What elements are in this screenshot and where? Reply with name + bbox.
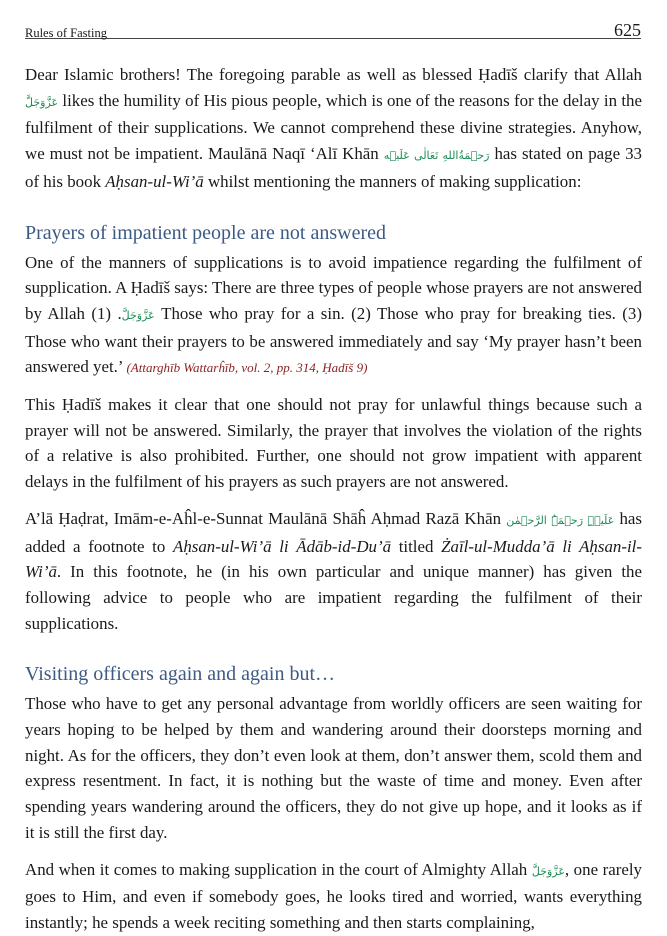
hadith-reference: (Attarghīb Wattarĥīb, vol. 2, pp. 314, Ḥadīš 9) (126, 360, 368, 376)
paragraph-explanation: This Ḥadīš makes it clear that one should not pray for unlawful things because such a prayer will not be answered. Similarly, the prayer that involves the violation of the rights of a relative is also prohibited. Further, one should not grow impatient with apparent delays in the fulfilment of his prayers as such prayers are not answered. (25, 395, 642, 492)
book-title: Aḥsan-ul-Wi’ā li Ādāb-id-Du’ā (173, 536, 392, 556)
page-number: 625 (614, 20, 641, 40)
arabic-honorific: عَزَّوَجَلَّ (121, 308, 155, 322)
arabic-honorific: عَزَّوَجَلَّ (25, 95, 59, 109)
arabic-honorific: عَزَّوَجَلَّ (531, 864, 565, 878)
book-title: Aḥsan-ul-Wi’ā (105, 171, 204, 191)
running-header (25, 14, 641, 39)
paragraph-intro: Dear Islamic brothers! The foregoing parable as well as blessed Ḥadīš clarify that Allah عَزَّوَجَلَّ likes the humility of His pious people, which is one of the reasons for the delay in the fulfilment of their supplications. We cannot comprehend these divine strategies. Anyhow, we must not be impatient. Maulānā Naqī ‘Alī Khān رَحۡمَةُاللهِ تَعَالٰی عَلَیۡه has stated on page 33 of his book Aḥsan-ul-Wi’ā whilst mentioning the manners of making supplication: (25, 65, 642, 191)
arabic-honorific: عَلَیۡہِ رَحۡمَۃُ الرَّحۡمٰن (506, 513, 615, 527)
running-title: Rules of Fasting (25, 26, 107, 40)
paragraph-officers: Those who have to get any personal advantage from worldly officers are seen waiting for years hoping to be helped by them and wandering around their doorsteps morning and night. As for the officers, they don’t even look at them, don’t answer them, scold them and express resentment. In fact, it is nothing but the waste of time and money. Even after spending years wandering around the officers, they do not give up hope, and it looks as if it is still the first day. (25, 694, 642, 842)
paragraph-court: And when it comes to making supplication in the court of Almighty Allah عَزَّوَجَلَّ, one rarely goes to Him, and even if somebody goes, he looks tired and worried, wants everything instantly; he spends a week reciting something and then starts complaining, (25, 859, 643, 932)
page-body (25, 62, 642, 936)
section-heading-impatient: Prayers of impatient people are not answered (25, 221, 386, 244)
paragraph-manners: One of the manners of supplications is to avoid impatience regarding the fulfilment of supplication. A Ḥadīš says: There are three types of people whose prayers are not answered by Allah عَزَّوَجَلَّ. (1) Those who pray for a sin. (2) Those who pray for breaking ties. (3) Those who want their prayers to be answered immediately and say ‘My prayer hasn’t been answered yet.’ (Attarghīb Wattarĥīb, vol. 2, pp. 314, Ḥadīš 9) (25, 252, 642, 377)
paragraph-footnote: A’lā Ḥaḍrat, Imām-e-Aĥl-e-Sunnat Maulānā Shāĥ Aḥmad Razā Khān عَلَیۡہِ رَحۡمَۃُ الرَّحۡمٰن has added a footnote to Aḥsan-ul-Wi’ā li Ādāb-id-Du’ā titled Żaīl-ul-Mudda’ā li Aḥsan-il-Wi’ā. In this footnote, he (in his own particular and unique manner) has given the following advice to people who are impatient regarding the fulfilment of their supplications. (25, 508, 643, 633)
book-title: Żaīl-ul-Mudda’ā li Aḥsan-il-Wi’ā (25, 536, 642, 582)
section-heading-officers: Visiting officers again and again but… (25, 663, 336, 686)
arabic-honorific: رَحۡمَةُاللهِ تَعَالٰی عَلَیۡه (383, 149, 490, 163)
